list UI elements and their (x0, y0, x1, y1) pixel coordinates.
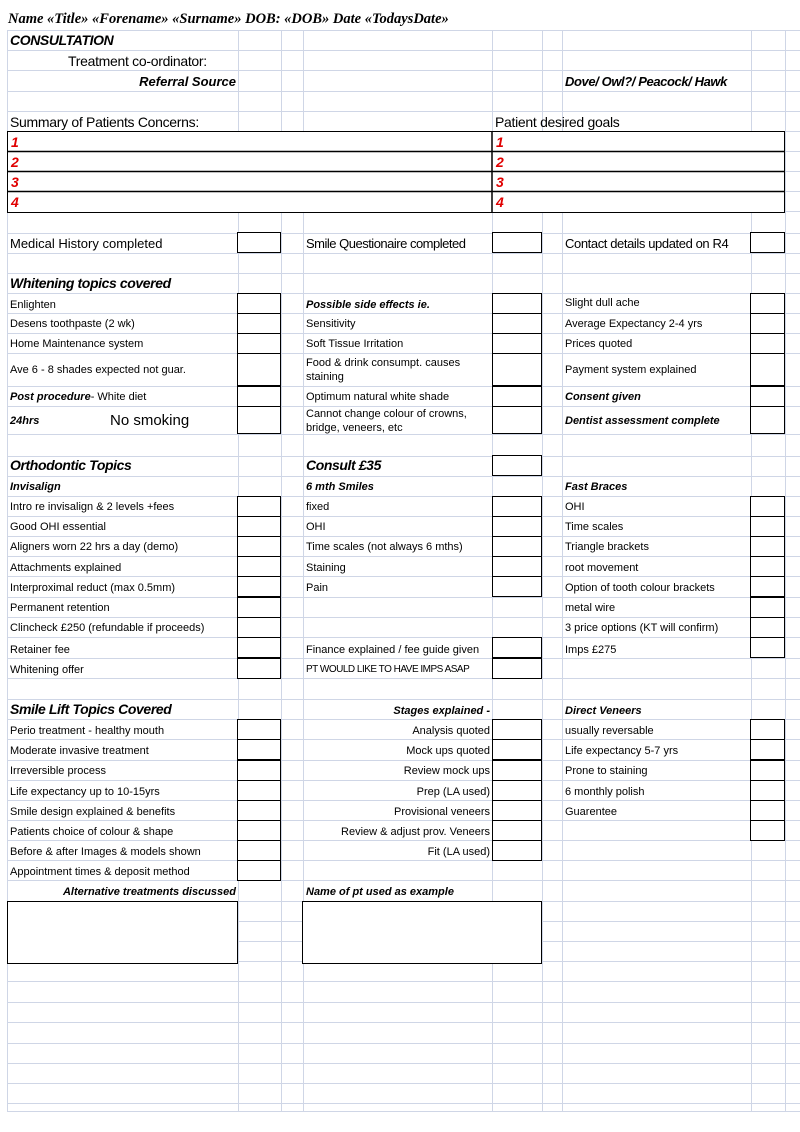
six-month-checkbox[interactable] (492, 516, 542, 537)
direct-veneers-item: Life expectancy 5-7 yrs (565, 745, 679, 757)
example-patient-label: Name of pt used as example (306, 886, 454, 898)
contact-details-checkbox[interactable] (750, 232, 785, 253)
no-smoking-label: No smoking (110, 412, 190, 429)
whitening-col2-checkbox[interactable] (492, 333, 542, 354)
whitening-col2-checkbox[interactable] (492, 353, 542, 386)
fast-braces-item: OHI (565, 501, 585, 513)
stage-checkbox[interactable] (492, 719, 542, 740)
stage-item: Provisional veneers (394, 806, 490, 818)
fast-braces-item: Option of tooth colour brackets (565, 582, 715, 594)
direct-veneers-checkbox[interactable] (750, 780, 785, 801)
fast-braces-checkbox[interactable] (750, 496, 785, 517)
whitening-item: Ave 6 - 8 shades expected not guar. (10, 364, 186, 376)
whitening-col2-checkbox[interactable] (492, 386, 542, 407)
side-effects-title: Possible side effects ie. (306, 299, 430, 311)
stage-checkbox[interactable] (492, 739, 542, 760)
fast-braces-item: Time scales (565, 521, 624, 533)
fast-braces-item: 3 price options (KT will confirm) (565, 622, 719, 634)
stage-item: Review mock ups (403, 765, 490, 777)
alternative-treatments-field[interactable] (7, 901, 238, 964)
consult-fee-checkbox[interactable] (492, 455, 542, 476)
direct-veneers-checkbox[interactable] (750, 760, 785, 781)
dentist-assessment-label: Dentist assessment complete (565, 415, 720, 427)
fast-braces-checkbox[interactable] (750, 617, 785, 638)
smile-lift-checkbox[interactable] (237, 739, 281, 760)
smile-lift-checkbox[interactable] (237, 800, 281, 821)
side-effect-item: Soft Tissue Irritation (306, 338, 404, 350)
invisalign-checkbox[interactable] (237, 536, 281, 557)
alternative-treatments-label: Alternative treatments discussed (62, 886, 236, 898)
direct-veneers-item: Prone to staining (565, 765, 648, 777)
whitening-col1-checkbox[interactable] (237, 386, 281, 407)
whitening-col3-checkbox[interactable] (750, 406, 785, 434)
smile-lift-checkbox[interactable] (237, 780, 281, 801)
smile-questionnaire-checkbox[interactable] (492, 232, 542, 253)
post-procedure-label (10, 390, 146, 404)
goal-number-3: 3 (496, 174, 504, 190)
six-month-checkbox[interactable] (492, 658, 542, 679)
direct-veneers-checkbox[interactable] (750, 739, 785, 760)
coordinator-label: Treatment co-ordinator: (68, 53, 207, 69)
six-month-item: Time scales (not always 6 mths) (306, 541, 463, 553)
stage-checkbox[interactable] (492, 780, 542, 801)
six-month-smiles-title: 6 mth Smiles (306, 481, 374, 493)
smile-lift-item: Smile design explained & benefits (10, 806, 176, 818)
direct-veneers-checkbox[interactable] (750, 820, 785, 841)
fast-braces-checkbox[interactable] (750, 637, 785, 658)
smile-lift-item: Life expectancy up to 10-15yrs (10, 786, 160, 798)
contact-details-label: Contact details updated on R4 (565, 237, 729, 251)
example-patient-field[interactable] (302, 901, 542, 964)
invisalign-item: Whitening offer (10, 664, 84, 676)
stages-title: Stages explained - (393, 705, 490, 717)
hrs-label: 24hrs (10, 415, 40, 427)
smile-lift-checkbox[interactable] (237, 840, 281, 861)
stage-item: Prep (LA used) (416, 786, 490, 798)
goal-number-1: 1 (496, 134, 504, 150)
direct-veneers-item: 6 monthly polish (565, 786, 645, 798)
smile-lift-item: Perio treatment - healthy mouth (10, 725, 165, 737)
whitening-col1-checkbox[interactable] (237, 313, 281, 334)
fast-braces-item: Triangle brackets (565, 541, 649, 553)
referral-source-label: Referral Source (139, 74, 236, 89)
invisalign-checkbox[interactable] (237, 617, 281, 638)
stage-item: Mock ups quoted (406, 745, 490, 757)
consult-fee-label: Consult £35 (306, 457, 381, 473)
side-effect-item: Optimum natural white shade (306, 391, 450, 403)
invisalign-item: Permanent retention (10, 602, 110, 614)
direct-veneers-checkbox[interactable] (750, 800, 785, 821)
whitening-item: Enlighten (10, 299, 56, 311)
smile-lift-item: Before & after Images & models shown (10, 846, 201, 858)
fast-braces-checkbox[interactable] (750, 597, 785, 618)
invisalign-checkbox[interactable] (237, 658, 281, 679)
medical-history-label: Medical History completed (10, 236, 163, 251)
side-effect-item: Food & drink consumpt. causes staining (306, 357, 461, 383)
personality-type-label: Dove/ Owl?/ Peacock/ Hawk (565, 74, 727, 89)
smile-lift-item: Appointment times & deposit method (10, 866, 190, 878)
post-procedure-bold: Post procedure (10, 391, 91, 403)
stage-item: Fit (LA used) (427, 846, 490, 858)
invisalign-item: Interproximal reduct (max 0.5mm) (10, 582, 176, 594)
six-month-checkbox[interactable] (492, 637, 542, 658)
whitening-col3-checkbox[interactable] (750, 353, 785, 386)
whitening-col3-checkbox[interactable] (750, 333, 785, 354)
medical-history-checkbox[interactable] (237, 232, 281, 253)
six-month-item: OHI (306, 521, 326, 533)
six-month-item: fixed (306, 501, 330, 513)
direct-veneers-item: Guarentee (565, 806, 617, 818)
consent-label: Consent given (565, 391, 641, 403)
smile-lift-item: Moderate invasive treatment (10, 745, 149, 757)
six-month-item: Staining (306, 562, 346, 574)
whitening-item: Home Maintenance system (10, 338, 144, 350)
concern-number-4: 4 (11, 194, 19, 210)
whitening-col2-checkbox[interactable] (492, 406, 542, 434)
smile-lift-item: Irreversible process (10, 765, 106, 777)
smile-lift-item: Patients choice of colour & shape (10, 826, 174, 838)
whitening-col1-checkbox[interactable] (237, 333, 281, 354)
smile-lift-checkbox[interactable] (237, 860, 281, 881)
fast-braces-item: metal wire (565, 602, 616, 614)
stage-item: Review & adjust prov. Veneers (341, 826, 490, 838)
fast-braces-title: Fast Braces (565, 481, 628, 493)
smile-lift-checkbox[interactable] (237, 820, 281, 841)
page-title: CONSULTATION (10, 32, 114, 48)
smile-lift-section-title: Smile Lift Topics Covered (10, 701, 172, 717)
whitening-col3-item: Average Expectancy 2-4 yrs (565, 318, 703, 330)
fast-braces-item: root movement (565, 562, 639, 574)
invisalign-checkbox[interactable] (237, 496, 281, 517)
whitening-col3-item: Payment system explained (565, 364, 697, 376)
concern-number-2: 2 (11, 154, 19, 170)
merge-field-header: Name «Title» «Forename» «Surname» DOB: «DOB» Date «TodaysDate» (8, 11, 449, 27)
imps-note: PT WOULD LIKE TO HAVE IMPS ASAP (306, 664, 470, 675)
whitening-col2-checkbox[interactable] (492, 293, 542, 314)
stage-checkbox[interactable] (492, 820, 542, 841)
concerns-table-lines (0, 0, 800, 230)
fast-braces-item: Imps £275 (565, 644, 617, 656)
fast-braces-checkbox[interactable] (750, 516, 785, 537)
finance-label: Finance explained / fee guide given (306, 644, 480, 656)
stage-item: Analysis quoted (412, 725, 490, 737)
invisalign-checkbox[interactable] (237, 556, 281, 577)
fast-braces-checkbox[interactable] (750, 536, 785, 557)
invisalign-checkbox[interactable] (237, 576, 281, 597)
whitening-col3-checkbox[interactable] (750, 313, 785, 334)
post-procedure-rest: - White diet (90, 391, 147, 403)
smile-questionnaire-label: Smile Questionaire completed (306, 236, 466, 251)
whitening-col2-checkbox[interactable] (492, 313, 542, 334)
invisalign-item: Intro re invisalign & 2 levels +fees (10, 501, 175, 513)
whitening-col3-item: Prices quoted (565, 338, 633, 350)
direct-veneers-item: usually reversable (565, 725, 654, 737)
concern-number-1: 1 (11, 134, 19, 150)
invisalign-item: Retainer fee (10, 644, 70, 656)
whitening-item: Desens toothpaste (2 wk) (10, 318, 135, 330)
side-effect-item: Sensitivity (306, 318, 356, 330)
whitening-section-title: Whitening topics covered (10, 275, 171, 291)
six-month-checkbox[interactable] (492, 576, 542, 597)
fast-braces-checkbox[interactable] (750, 556, 785, 577)
six-month-item: Pain (306, 582, 329, 594)
invisalign-item: Attachments explained (10, 562, 122, 574)
direct-veneers-title: Direct Veneers (565, 705, 642, 717)
ortho-section-title: Orthodontic Topics (10, 457, 132, 473)
stage-checkbox[interactable] (492, 760, 542, 781)
six-month-checkbox[interactable] (492, 496, 542, 517)
whitening-col1-checkbox[interactable] (237, 293, 281, 314)
invisalign-item: Aligners worn 22 hrs a day (demo) (10, 541, 179, 553)
whitening-col1-checkbox[interactable] (237, 406, 281, 434)
stage-checkbox[interactable] (492, 840, 542, 861)
fast-braces-checkbox[interactable] (750, 576, 785, 597)
smile-lift-checkbox[interactable] (237, 760, 281, 781)
goal-number-2: 2 (496, 154, 504, 170)
six-month-checkbox[interactable] (492, 556, 542, 577)
whitening-col3-checkbox[interactable] (750, 386, 785, 407)
invisalign-checkbox[interactable] (237, 597, 281, 618)
side-effect-item: Cannot change colour of crowns, bridge, veneers, etc (306, 408, 467, 434)
concerns-label: Summary of Patients Concerns: (10, 114, 199, 130)
invisalign-item: Clincheck £250 (refundable if proceeds) (10, 622, 205, 634)
invisalign-checkbox[interactable] (237, 516, 281, 537)
six-month-checkbox[interactable] (492, 536, 542, 557)
concern-number-3: 3 (11, 174, 19, 190)
whitening-col1-checkbox[interactable] (237, 353, 281, 386)
whitening-col3-checkbox[interactable] (750, 293, 785, 314)
whitening-col3-item: Slight dull ache (565, 297, 640, 309)
direct-veneers-checkbox[interactable] (750, 719, 785, 740)
invisalign-title: Invisalign (10, 481, 61, 493)
smile-lift-checkbox[interactable] (237, 719, 281, 740)
invisalign-checkbox[interactable] (237, 637, 281, 658)
goals-label: Patient desired goals (495, 114, 620, 130)
stage-checkbox[interactable] (492, 800, 542, 821)
goal-number-4: 4 (496, 194, 504, 210)
invisalign-item: Good OHI essential (10, 521, 106, 533)
